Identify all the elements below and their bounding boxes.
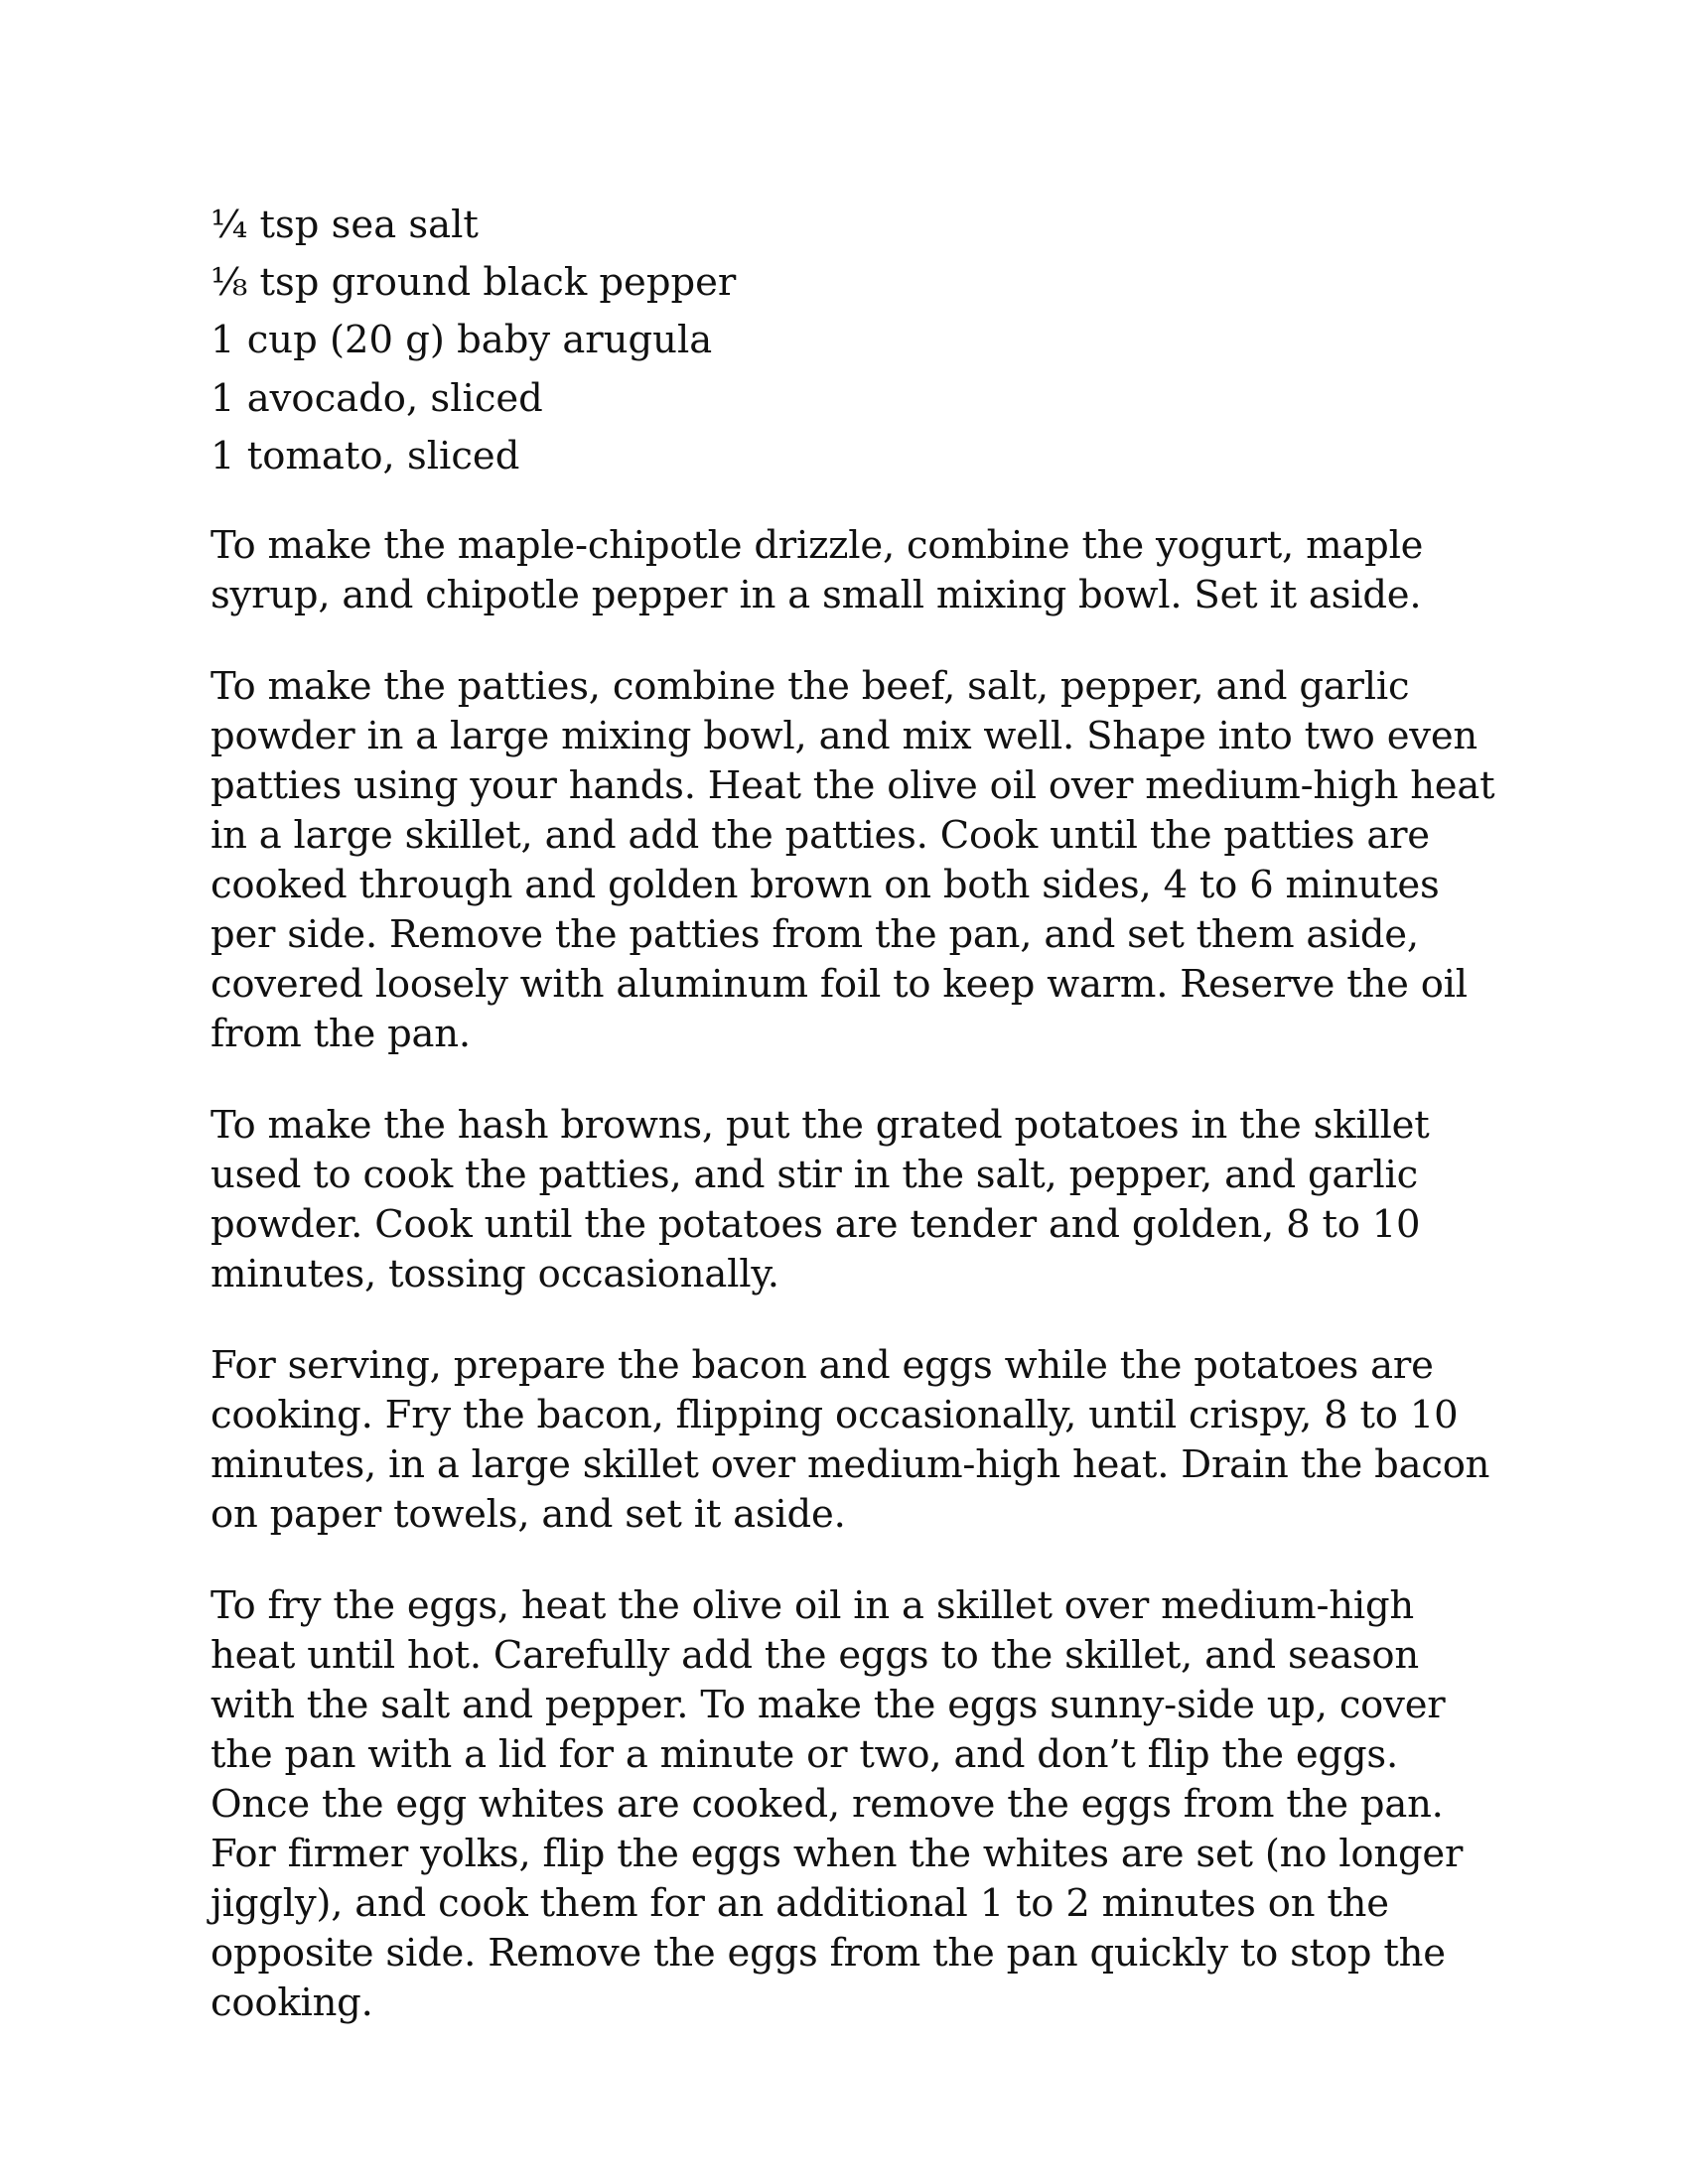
ingredient-list (211, 197, 1501, 485)
ingredient-item: ⅛ tsp ground black pepper (211, 260, 737, 306)
document-page (211, 197, 1501, 2028)
step-serving-bacon: For serving, prepare the bacon and eggs while the potatoes are cooking. Fry the bacon, flipping occasionally, until crispy, 8 to 10 minutes, in a large skillet over medium-high heat. Drain the bacon on paper towels, and set it aside. (211, 1343, 1490, 1538)
step-patties: To make the patties, combine the beef, salt, pepper, and garlic powder in a large mixing bowl, and mix well. Shape into two even patties using your hands. Heat the olive oil over medium-high heat in a large skillet, and add the patties. Cook until the patties are cooked through and golden brown on both sides, 4 to 6 minutes per side. Remove the patties from the pan, and set them aside, covered loosely with aluminum foil to keep warm. Reserve the oil from the pan. (211, 664, 1495, 1057)
step-fry-eggs: To fry the eggs, heat the olive oil in a skillet over medium-high heat until hot. Carefully add the eggs to the skillet, and season with the salt and pepper. To make the eggs sunny-side up, cover the pan with a lid for a minute or two, and don’t flip the eggs. Once the egg whites are cooked, remove the eggs from the pan. For firmer yolks, flip the eggs when the whites are set (no longer jiggly), and cook them for an additional 1 to 2 minutes on the opposite side. Remove the eggs from the pan quickly to stop the cooking. (211, 1583, 1464, 2026)
ingredient-item: 1 avocado, sliced (211, 375, 543, 421)
step-hash-browns: To make the hash browns, put the grated potatoes in the skillet used to cook the patties, and stir in the salt, pepper, and garlic powder. Cook until the potatoes are tender and golden, 8 to 10 minutes, tossing occasionally. (211, 1103, 1430, 1297)
ingredient-item: 1 cup (20 g) baby arugula (211, 318, 713, 363)
ingredient-item: 1 tomato, sliced (211, 433, 520, 478)
ingredient-item: ¼ tsp sea salt (211, 203, 479, 247)
step-maple-chipotle-drizzle: To make the maple-chipotle drizzle, combine the yogurt, maple syrup, and chipotle pepper in a small mixing bowl. Set it aside. (211, 523, 1424, 618)
